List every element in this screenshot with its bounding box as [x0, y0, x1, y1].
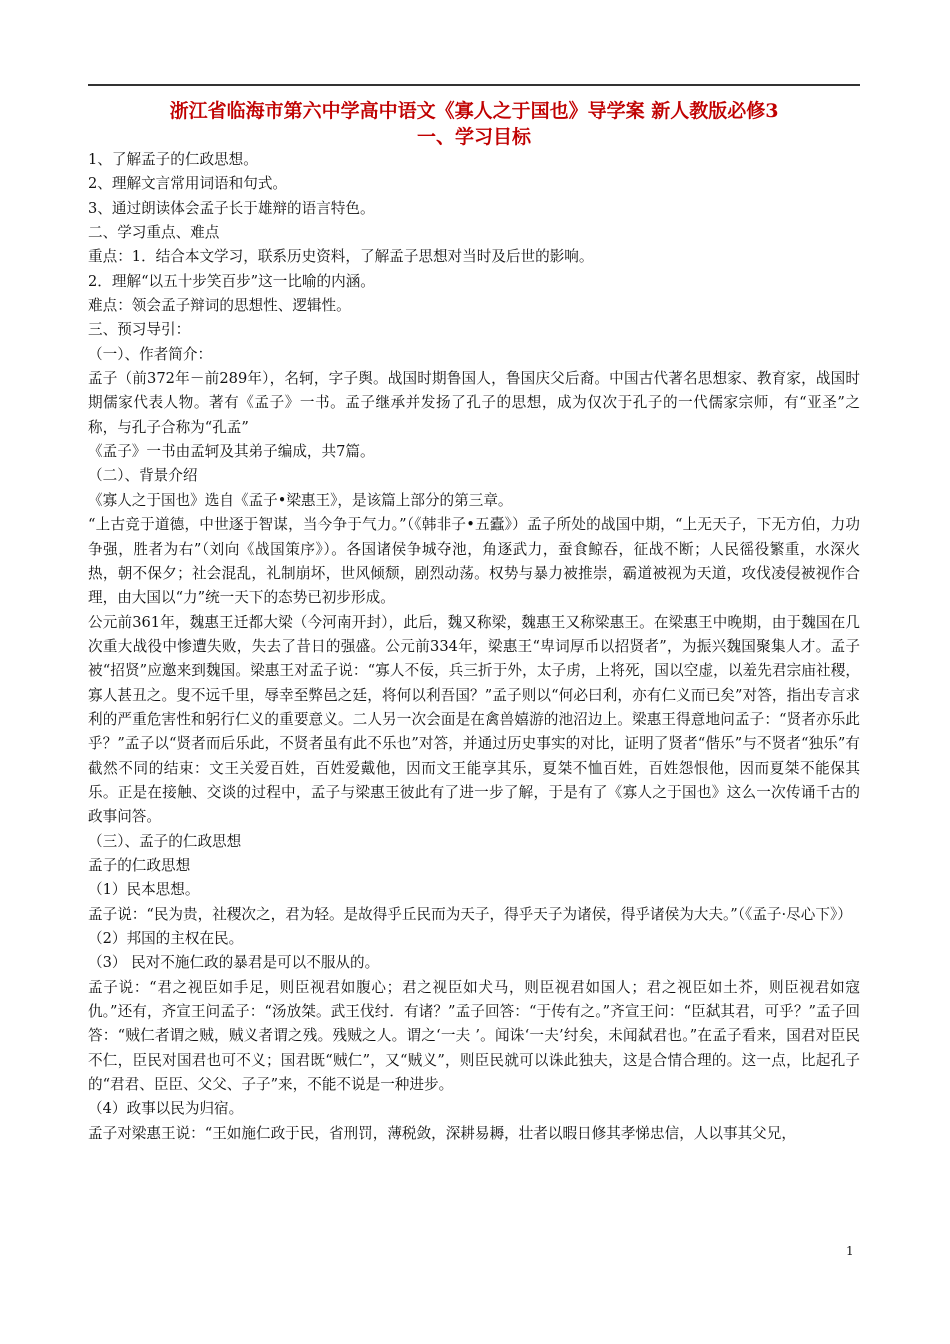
paragraph: 公元前361年，魏惠王迁都大梁（今河南开封），此后，魏又称梁，魏惠王又称梁惠王。在梁惠王中晚期，由于魏国在几次重大战役中惨遭失败，失去了昔日的强盛。公元前334年，梁惠王“卑词厚币以招贤者”，为振兴魏国聚集人才。孟子被“招贤”应邀来到魏国。梁惠王对孟子说：“寡人不佞，兵三折于外，太子虏，上将死，国以空虚，以羞先君宗庙社稷，寡人甚丑之。叟不远千里，辱幸至弊邑之廷，将何以利吾国？”孟子则以“何必曰利，亦有仁义而已矣”对答，指出专言求利的严重危害性和躬行仁义的重要意义。二人另一次会面是在禽兽嬉游的池沼边上。梁惠王得意地问孟子：“贤者亦乐此乎？”孟子以“贤者而后乐此，不贤者虽有此不乐也”对答，并通过历史事实的对比，证明了贤者“偕乐”与不贤者“独乐”有截然不同的结束：文王关爱百姓，百姓爱戴他，因而文王能享其乐，夏桀不恤百姓，百姓怨恨他，因而夏桀不能保其乐。正是在接触、交谈的过程中，孟子与梁惠王彼此有了进一步了解，于是有了《寡人之于国也》这么一次传诵千古的政事问答。 — [88, 613, 860, 826]
subsection-heading: （三）、孟子的仁政思想 — [88, 832, 242, 850]
page-number: 1 — [846, 1244, 854, 1258]
paragraph: 孟子（前372年－前289年），名轲，字子舆。战国时期鲁国人，鲁国庆父后裔。中国古代著名思想家、教育家，战国时期儒家代表人物。著有《孟子》一书。孟子继承并发扬了孔子的思想，成为仅次于孔子的一代儒家宗师，有“亚圣”之称，与孔子合称为“孔孟” — [88, 370, 860, 436]
paragraph: 重点：1．结合本文学习，联系历史资料，了解孟子思想对当时及后世的影响。 — [88, 248, 594, 266]
paragraph: 2、理解文言常用词语和句式。 — [88, 175, 288, 193]
section-heading-objectives: 一、学习目标 — [416, 126, 531, 148]
paragraph: 3、通过朗读体会孟子长于雄辩的语言特色。 — [88, 199, 375, 217]
section-heading: 三、预习导引： — [88, 321, 191, 339]
paragraph: 孟子对梁惠王说：“王如施仁政于民，省刑罚，薄税敛，深耕易耨，壮者以暇日修其孝悌忠信，人以事其父兄， — [88, 1124, 796, 1142]
document-body — [88, 148, 860, 1146]
list-item: （2）邦国的主权在民。 — [88, 930, 244, 947]
list-item: （1）民本思想。 — [88, 881, 200, 899]
section-heading: 二、学习重点、难点 — [88, 224, 220, 242]
subsection-heading: （一）、作者简介： — [88, 345, 213, 363]
paragraph: 孟子的仁政思想 — [88, 856, 191, 874]
subsection-heading: （二）、背景介绍 — [88, 467, 198, 485]
header-rule — [88, 84, 860, 86]
paragraph: 孟子说：“君之视臣如手足，则臣视君如腹心；君之视臣如犬马，则臣视君如国人；君之视臣如土芥，则臣视君如寇仇。”还有，齐宣王问孟子：“汤放桀。武王伐纣．有诸？”孟子回答：“于传有之。”齐宣王问：“臣弑其君，可乎？”孟子回答：“贼仁者谓之贼，贼义者谓之残。残贼之人。谓之‘一夫 ’。闻诛‘一夫’纣矣，未闻弑君也。”在孟子看来，国君对臣民不仁，臣民对国君也可不义；国君既“贼仁”，又“贼义”，则臣民就可以诛此独夫，这是合情合理的。这一点，比起孔子的“君君、臣臣、父父、子子”来，不能不说是一种进步。 — [88, 978, 860, 1094]
paragraph: 1、了解孟子的仁政思想。 — [88, 151, 258, 168]
paragraph: 《寡人之于国也》选自《孟子•梁惠王》，是该篇上部分的第三章。 — [88, 491, 513, 509]
paragraph: 孟子说：“民为贵，社稷次之，君为轻。是故得乎丘民而为天子，得乎天子为诸侯，得乎诸侯为大夫。”（《孟子·尽心下》） — [88, 905, 852, 923]
paragraph: 2．理解“以五十步笑百步”这一比喻的内涵。 — [88, 272, 375, 290]
paragraph: 难点：领会孟子辩词的思想性、逻辑性。 — [88, 297, 351, 315]
document-title — [88, 98, 860, 150]
list-item: （4）政事以民为归宿。 — [88, 1100, 244, 1118]
paragraph: 《孟子》一书由孟轲及其弟子编成，共7篇。 — [88, 443, 375, 461]
list-item: （3） 民对不施仁政的暴君是可以不服从的。 — [88, 954, 380, 972]
paragraph: “上古竞于道德，中世逐于智谋，当今争于气力。”（《韩非子•五蠹》）孟子所处的战国中期，“上无天子，下无方伯，力功争强，胜者为右”（刘向《战国策序》）。各国诸侯争城夺池，角逐武力，蚕食鲸吞，征战不断；人民徭役繁重，水深火热，朝不保夕；社会混乱，礼制崩坏，世风倾颓，剧烈动荡。权势与暴力被推崇，霸道被视为天道，攻伐凌侵被视作合理，由大国以“力”统一天下的态势已初步形成。 — [88, 516, 860, 607]
title-line-1: 浙江省临海市第六中学高中语文《寡人之于国也》导学案 新人教版必修3 — [169, 100, 779, 122]
